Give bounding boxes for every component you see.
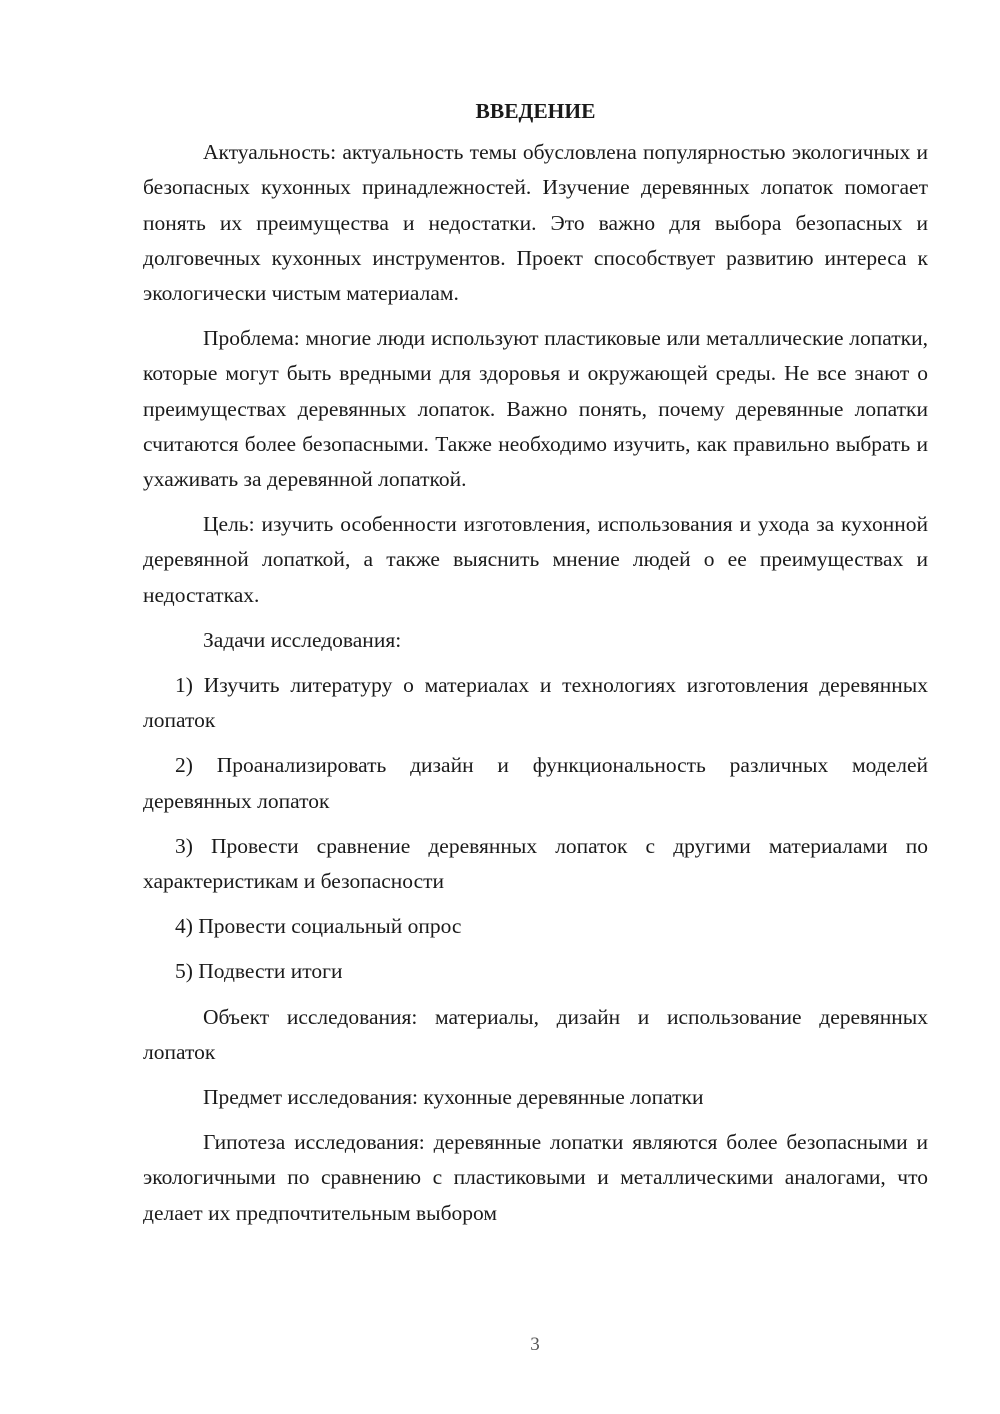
section-heading: ВВЕДЕНИЕ [475, 99, 596, 123]
hypothesis-paragraph: Гипотеза исследования: деревянные лопатки являются более безопасными и экологичными по сравнению с пластиковыми и металлическими аналогами, что делает их предпочтительным выбором [143, 1130, 928, 1225]
task-item-1: 1) Изучить литературу о материалах и технологиях изготовления деревянных лопаток [143, 673, 928, 733]
task-item-3: 3) Провести сравнение деревянных лопаток с другими материалами по характеристикам и безопасности [143, 833, 928, 894]
tasks-title: Задачи исследования: [203, 627, 402, 652]
task-item-5: 5) Подвести итоги [175, 959, 343, 984]
goal-paragraph: Цель: изучить особенности изготовления, использования и ухода за кухонной деревянной лопаткой, а также выяснить мнение людей о ее преимуществах и недостатках. [143, 512, 928, 607]
subject-paragraph: Предмет исследования: кухонные деревянные лопатки [203, 1085, 704, 1110]
object-paragraph: Объект исследования: материалы, дизайн и использование деревянных лопаток [143, 1004, 928, 1064]
page-number: 3 [530, 1334, 540, 1355]
problem-paragraph: Проблема: многие люди используют пластиковые или металлические лопатки, которые могут быть вредными для здоровья и окружающей среды. Не все знают о преимуществах деревянных лопаток. Важно понять, почему деревянные лопатки считаются более безопасными. Также необходимо изучить, как правильно выбрать и ухаживать за деревянной лопаткой. [143, 326, 928, 492]
task-item-2: 2) Проанализировать дизайн и функциональность различных моделей деревянных лопаток [143, 753, 928, 813]
page-content [143, 94, 928, 1241]
task-item-4: 4) Провести социальный опрос [175, 914, 462, 939]
relevance-paragraph: Актуальность: актуальность темы обусловлена популярностью экологичных и безопасных кухонных принадлежностей. Изучение деревянных лопаток помогает понять их преимущества и недостатки. Это важно для выбора безопасных и долговечных кухонных инструментов. Проект способствует развитию интереса к экологически чистым материалам. [143, 140, 928, 306]
